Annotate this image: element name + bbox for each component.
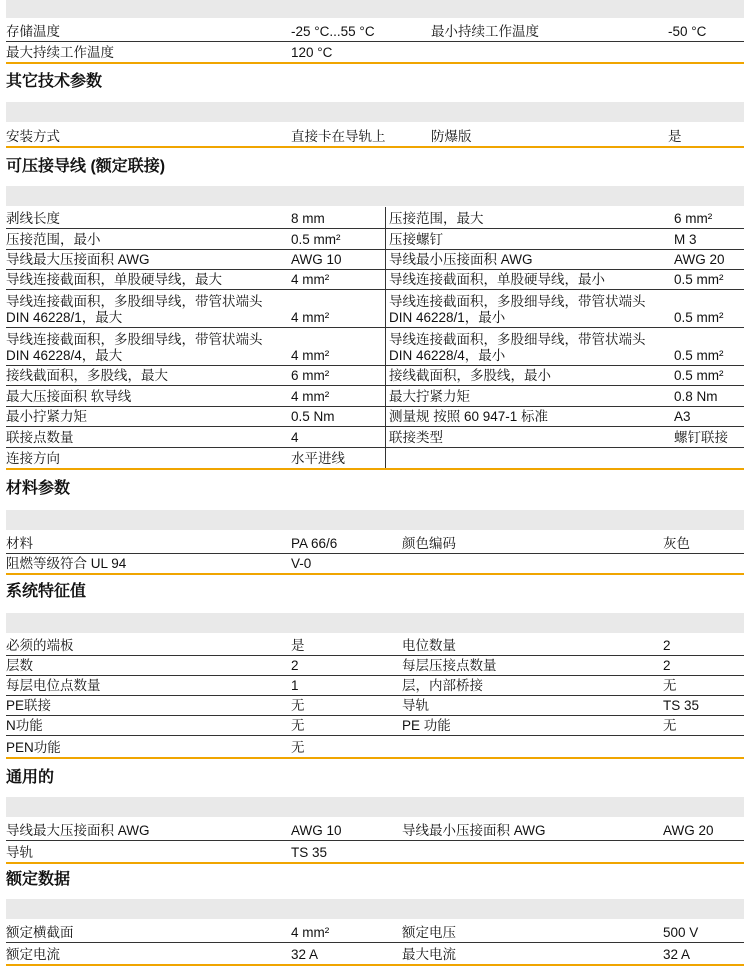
param-value: M 3 [674,232,697,247]
param-value: 0.5 mm² [674,310,724,325]
column-divider [385,269,386,289]
param-value: 0.5 mm² [291,232,341,247]
table-row [6,675,744,696]
param-label: 最大压接面积 软导线 [6,389,132,404]
param-value: 无 [663,678,677,693]
section-band [6,797,744,817]
section-title: 材料参数 [6,480,71,497]
table-row [6,41,744,64]
table-row [6,365,744,386]
param-value: 是 [291,638,305,653]
param-label: 测量规 按照 60 947-1 标准 [389,409,549,424]
param-value: -50 °C [668,24,707,39]
param-label: 每层压接点数量 [402,658,497,673]
column-divider [385,228,386,249]
table-row [6,269,744,290]
table-row [6,531,744,554]
table-row [6,447,744,470]
table-row [6,124,744,148]
param-label: 防爆版 [431,129,472,144]
table-row [6,289,744,328]
section-band [6,510,744,530]
param-value: 0.5 mm² [674,348,724,363]
param-label: 阻燃等级符合 UL 94 [6,556,127,571]
column-divider [385,385,386,406]
section-title: 额定数据 [6,871,71,888]
param-label: 颜色编码 [402,536,456,551]
table-row [6,249,744,270]
param-value: 0.8 Nm [674,389,718,404]
param-value: 4 mm² [291,389,330,404]
param-value: 无 [291,698,305,713]
param-label: 额定电流 [6,947,60,962]
table-row [6,385,744,407]
column-divider [385,447,386,468]
param-value: 6 mm² [674,211,713,226]
column-divider [385,207,386,228]
table-row [6,207,744,229]
param-value: 直接卡在导轨上 [291,129,386,144]
param-value: 8 mm [291,211,325,226]
param-value: 0.5 Nm [291,409,335,424]
param-value: 32 A [663,947,691,962]
section-band [6,899,744,919]
param-value: 4 mm² [291,925,330,940]
param-label: PEN功能 [6,740,61,755]
param-label: 压接范围，最大 [389,211,484,226]
param-label: 导线最小压接面积 AWG [389,252,533,267]
column-divider [385,249,386,269]
param-value: 120 °C [291,45,333,60]
table-row [6,406,744,427]
param-label: PE 功能 [402,718,451,733]
section-title: 其它技术参数 [6,73,103,90]
param-value: 4 mm² [291,348,330,363]
table-row [6,920,744,943]
param-label: 额定电压 [402,925,456,940]
table-row [6,426,744,448]
param-value: AWG 10 [291,823,342,838]
param-label: 接线截面积，多股线，最大 [6,368,168,383]
param-label: 联接点数量 [6,430,74,445]
table-row [6,942,744,966]
param-label: 剥线长度 [6,211,60,226]
param-value: 32 A [291,947,319,962]
table-row [6,20,744,42]
param-label: 导线连接截面积，多股细导线，带管状端头 DIN 46228/4，最小 [389,332,646,363]
param-value: TS 35 [663,698,700,713]
param-label: 导轨 [402,698,429,713]
param-label: 压接范围，最小 [6,232,101,247]
column-divider [385,406,386,426]
param-value: 500 V [663,925,699,940]
param-value: 1 [291,678,299,693]
param-value: 4 mm² [291,310,330,325]
param-label: 存储温度 [6,24,60,39]
param-value: 0.5 mm² [674,368,724,383]
param-label: 层，内部桥接 [402,678,483,693]
top-band [6,0,744,18]
table-row [6,228,744,250]
param-value: A3 [674,409,691,424]
param-label: 导轨 [6,845,33,860]
param-label: PE联接 [6,698,52,713]
param-label: 导线连接截面积，单股硬导线，最大 [6,272,222,287]
section-band [6,102,744,122]
table-row [6,715,744,736]
param-value: 6 mm² [291,368,330,383]
param-value: TS 35 [291,845,328,860]
param-value: 4 [291,430,299,445]
param-value: 2 [663,658,671,673]
table-row [6,327,744,366]
column-divider [385,327,386,365]
param-value: 4 mm² [291,272,330,287]
param-label: 电位数量 [402,638,456,653]
param-label: 层数 [6,658,33,673]
param-value: -25 °C...55 °C [291,24,375,39]
section-title: 系统特征值 [6,583,87,600]
param-value: 0.5 mm² [674,272,724,287]
param-value: 无 [291,740,305,755]
param-value: AWG 20 [663,823,714,838]
param-value: V-0 [291,556,312,571]
param-label: 导线最小压接面积 AWG [402,823,546,838]
param-label: N功能 [6,718,43,733]
param-value: 是 [668,129,682,144]
param-label: 最大持续工作温度 [6,45,114,60]
table-row [6,655,744,676]
table-row [6,695,744,716]
param-label: 最小拧紧力矩 [6,409,87,424]
param-label: 最大拧紧力矩 [389,389,470,404]
param-value: AWG 20 [674,252,725,267]
param-value: 2 [291,658,299,673]
param-label: 额定横截面 [6,925,74,940]
param-label: 导线连接截面积，多股细导线，带管状端头 DIN 46228/1，最小 [389,294,646,325]
param-value: 灰色 [663,536,690,551]
param-value: 螺钉联接 [674,430,728,445]
column-divider [385,426,386,447]
param-value: 无 [291,718,305,733]
param-label: 最小持续工作温度 [431,24,539,39]
table-row [6,553,744,575]
param-label: 导线连接截面积，多股细导线，带管状端头 DIN 46228/1，最大 [6,294,263,325]
param-label: 必须的端板 [6,638,74,653]
param-label: 导线最大压接面积 AWG [6,252,150,267]
column-divider [385,365,386,385]
param-value: AWG 10 [291,252,342,267]
param-value: 水平进线 [291,451,345,466]
param-label: 导线连接截面积，多股细导线，带管状端头 DIN 46228/4，最大 [6,332,263,363]
table-row [6,840,744,864]
param-label: 压接螺钉 [389,232,443,247]
table-row [6,818,744,841]
section-title: 通用的 [6,769,55,786]
param-value: PA 66/6 [291,536,338,551]
param-label: 每层电位点数量 [6,678,101,693]
param-label: 最大电流 [402,947,456,962]
table-row [6,735,744,759]
param-label: 联接类型 [389,430,443,445]
param-value: 无 [663,718,677,733]
section-band [6,186,744,206]
param-label: 导线连接截面积，单股硬导线，最小 [389,272,605,287]
section-band [6,613,744,633]
column-divider [385,289,386,327]
table-row [6,634,744,656]
param-value: 2 [663,638,671,653]
param-label: 安装方式 [6,129,60,144]
param-label: 材料 [6,536,33,551]
param-label: 连接方向 [6,451,60,466]
param-label: 接线截面积，多股线，最小 [389,368,551,383]
section-title: 可压接导线 (额定联接) [6,158,166,175]
param-label: 导线最大压接面积 AWG [6,823,150,838]
